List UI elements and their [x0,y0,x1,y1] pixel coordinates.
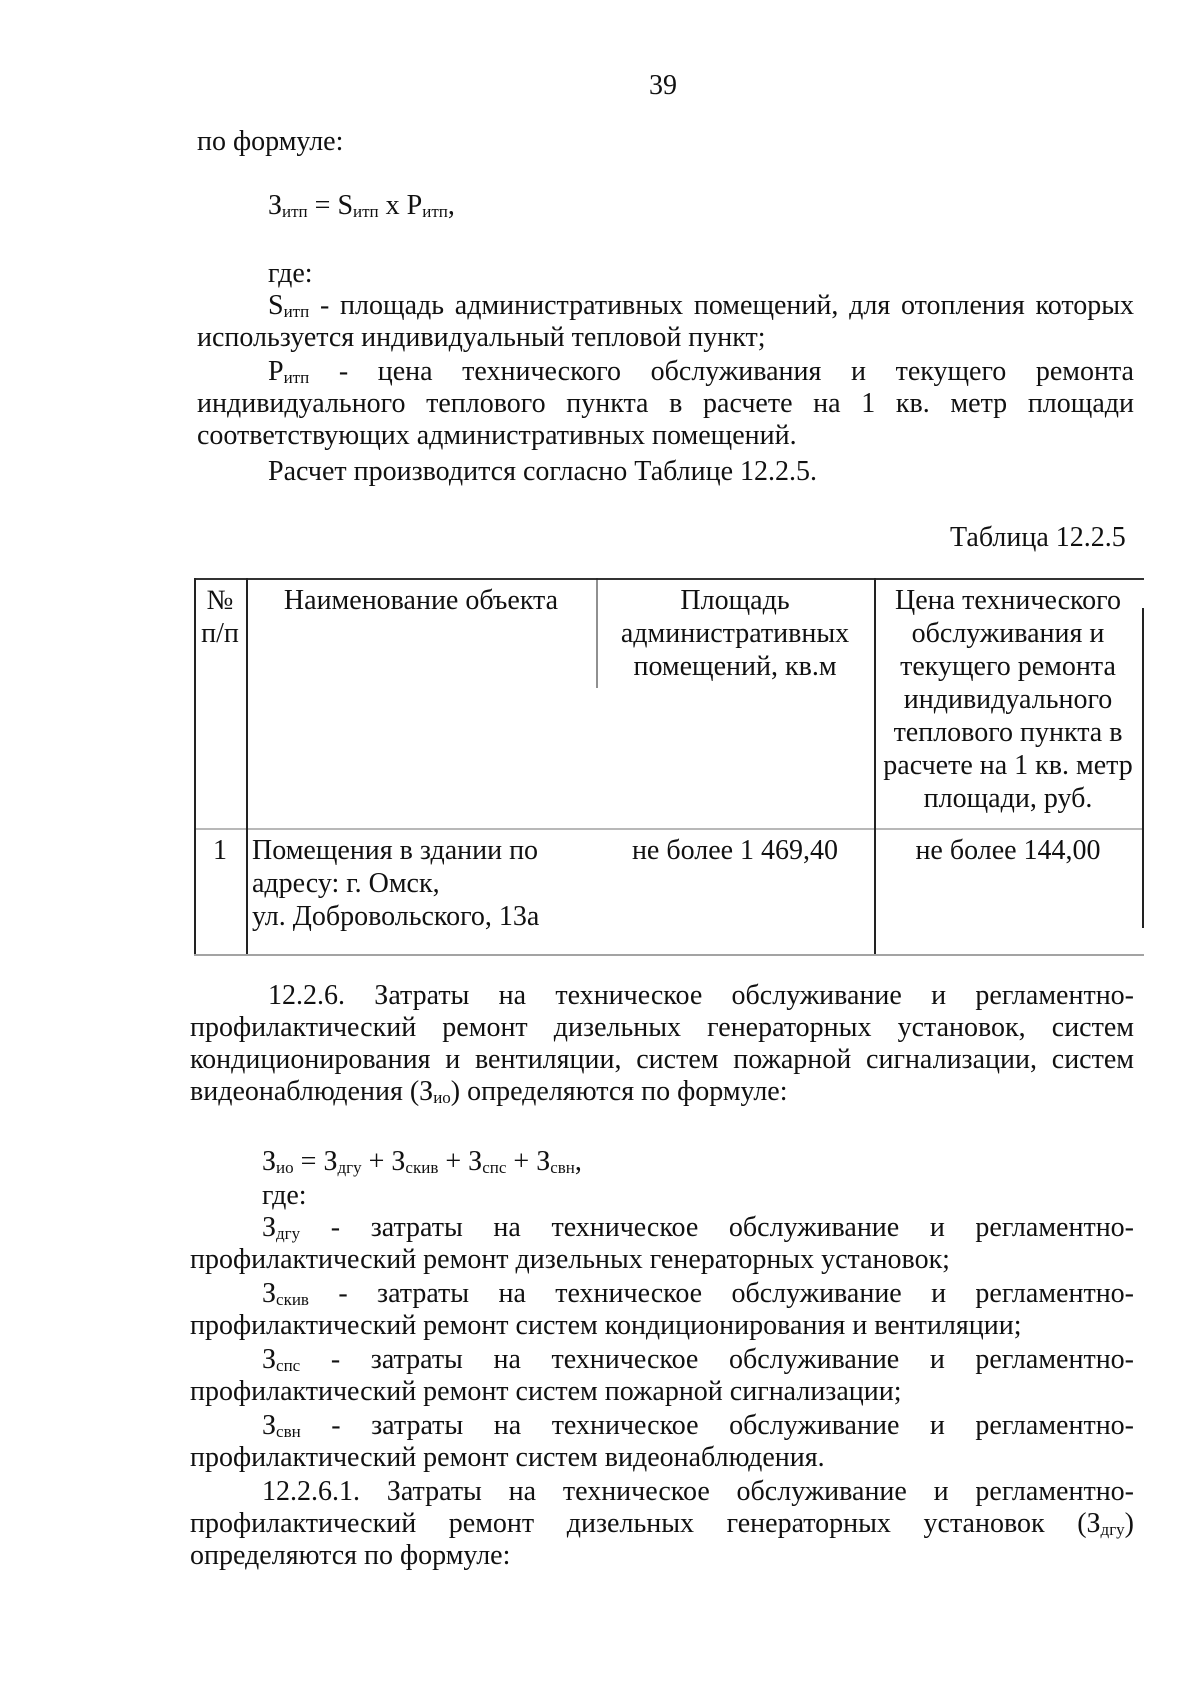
def-dgu-line2: профилактический ремонт дизельных генераторных установок; [190,1244,950,1275]
table-caption: Таблица 12.2.5 [950,522,1126,553]
p12261-line1: 12.2.6.1. Затраты на техническое обслуживание и регламентно- [262,1476,1134,1507]
col-divider-1 [246,578,248,954]
table-right-border [1142,608,1144,928]
def-p-line3: соответствующих административных помещений. [197,420,797,451]
p1226-line3: кондиционирования и вентиляции, систем пожарной сигнализации, систем [190,1044,1134,1075]
header-price: Цена технического обслуживания и текущего ремонта индивидуального теплового пункта в расчете на 1 кв. метр площади, руб. [883,585,1133,814]
def-skiv-line1: $З_{скив}$ - затраты на техническое обслуживание и регламентно- [262,1278,1134,1309]
row1-name: Помещения в здании по адресу: г. Омск, ул. Добровольского, 13а [252,835,540,932]
table-bottom-border [194,954,1144,956]
def-sps-line1: $З_{спс}$ - затраты на техническое обслуживание и регламентно- [262,1344,1134,1375]
where-label-2: где: [262,1180,307,1211]
header-num: № п/п [201,585,239,649]
p1226-line4: видеонаблюдения $(З_{ио})$ определяются по формуле: [190,1076,788,1107]
p12261-line3: определяются по формуле: [190,1540,511,1571]
def-s-line1: $S_{итп}$ - площадь административных помещений, для отопления которых [268,290,1134,321]
def-p-line2: индивидуального теплового пункта в расчете на 1 кв. метр площади [197,388,1134,419]
row1-area: не более 1 469,40 [631,835,839,866]
calc-note: Расчет производится согласно Таблице 12.2.5. [268,456,818,487]
p1226-line1: 12.2.6. Затраты на техническое обслуживание и регламентно- [268,980,1134,1011]
row1-num: 1 [213,835,227,866]
row1-price: не более 144,00 [915,835,1101,866]
where-label: где: [268,258,313,289]
intro-text: по формуле: [197,126,344,157]
def-sps-line2: профилактический ремонт систем пожарной сигнализации; [190,1376,902,1407]
def-p-line1: $Р_{итп}$ - цена технического обслуживания и текущего ремонта [268,356,1134,387]
formula-io: $З_{ио} = З_{дгу} + З_{скив} + З_{спс} + З_{свн}$, [262,1146,582,1177]
def-svn-line2: профилактический ремонт систем видеонаблюдения. [190,1442,825,1473]
def-dgu-line1: $З_{дгу}$ - затраты на техническое обслуживание и регламентно- [262,1212,1134,1243]
def-s-line2: используется индивидуальный тепловой пункт; [197,322,766,353]
p1226-line2: профилактический ремонт дизельных генераторных установок, систем [190,1012,1134,1043]
cost-table [194,578,1144,956]
table-top-border [194,578,1144,580]
p12261-line2: профилактический ремонт дизельных генераторных установок $(З_{дгу})$ [190,1508,1134,1539]
header-area: Площадь административных помещений, кв.м [620,585,850,682]
formula-itp: $З_{итп} = S_{итп}$ х $Р_{итп}$, [268,190,455,221]
def-svn-line1: $З_{свн}$ - затраты на техническое обслуживание и регламентно- [262,1410,1134,1441]
page-number: 39 [649,70,677,101]
table-row-divider [194,828,1144,830]
def-skiv-line2: профилактический ремонт систем кондиционирования и вентиляции; [190,1310,1022,1341]
header-name: Наименование объекта [283,585,559,616]
